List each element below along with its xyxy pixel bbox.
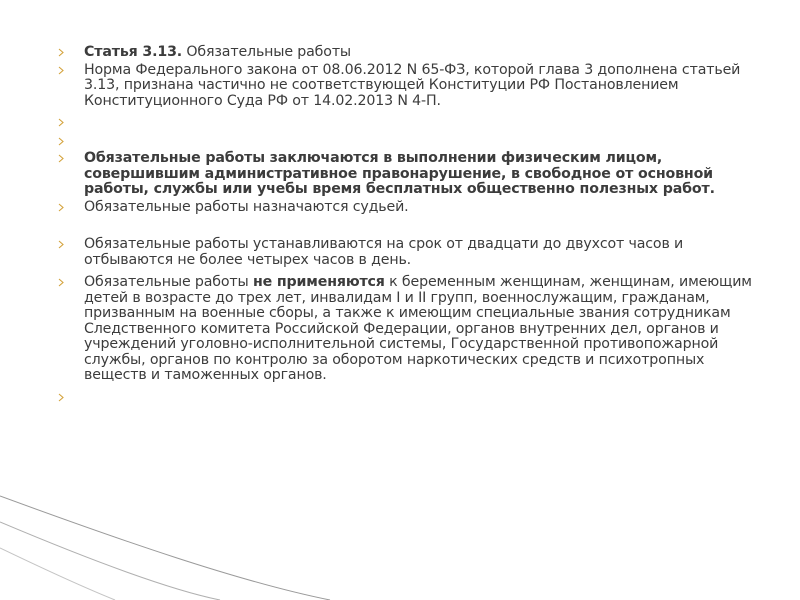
arrow-bullet-icon [58,390,68,405]
exceptions-prefix: Обязательные работы [84,274,253,290]
arrow-bullet-icon [58,115,68,130]
bullet-exceptions [58,275,770,384]
arrow-bullet-icon [58,151,68,166]
article-number: Статья 3.13. [84,44,183,60]
bullet-empty [58,134,770,149]
bullet-court [58,200,770,216]
bullet-definition [58,151,770,198]
arrow-bullet-icon [58,237,68,252]
bullet-term [58,237,770,268]
court-text: Обязательные работы назначаются судьей. [84,198,409,215]
bullet-empty [58,390,770,405]
bullet-norm-note [58,63,770,110]
exceptions-suffix: к беременным женщинам, женщинам, имеющим детей в возрасте до трех лет, инвалидам I и II групп, военнослужащим, гражданам, призванным на военные сборы, а также к имеющим специальные звания сотрудникам Следственного комитета Российской Федерации, органов внутренних дел, органов и учреждений уголовно-исполнительной системы, Государственной противопожарной службы, органов по контролю за оборотом наркотических средств и психотропных веществ и таможенных органов. [84,274,752,383]
bullet-article-title [58,45,770,61]
arrow-bullet-icon [58,45,68,60]
arrow-bullet-icon [58,63,68,78]
definition-text: Обязательные работы заключаются в выполнении физическим лицом, совершившим административное правонарушение, в свободное от основной работы, службы или учебы время бесплатных общественно полезных работ. [84,150,715,197]
article-title: Обязательные работы [182,44,351,60]
arrow-bullet-icon [58,134,68,149]
bullet-empty [58,115,770,130]
arrow-bullet-icon [58,200,68,215]
slide-content [58,45,770,405]
norm-note-text: Норма Федерального закона от 08.06.2012 N 65-ФЗ, которой глава 3 дополнена статьей 3.13, признана частично не соответствующей Конституции РФ Постановлением Конституционного Суда РФ от 14.02.2013 N 4-П. [84,61,741,109]
arrow-bullet-icon [58,275,68,290]
term-text: Обязательные работы устанавливаются на срок от двадцати до двухсот часов и отбываются не более четырех часов в день. [84,236,684,268]
exceptions-emphasis: не применяются [252,274,385,290]
